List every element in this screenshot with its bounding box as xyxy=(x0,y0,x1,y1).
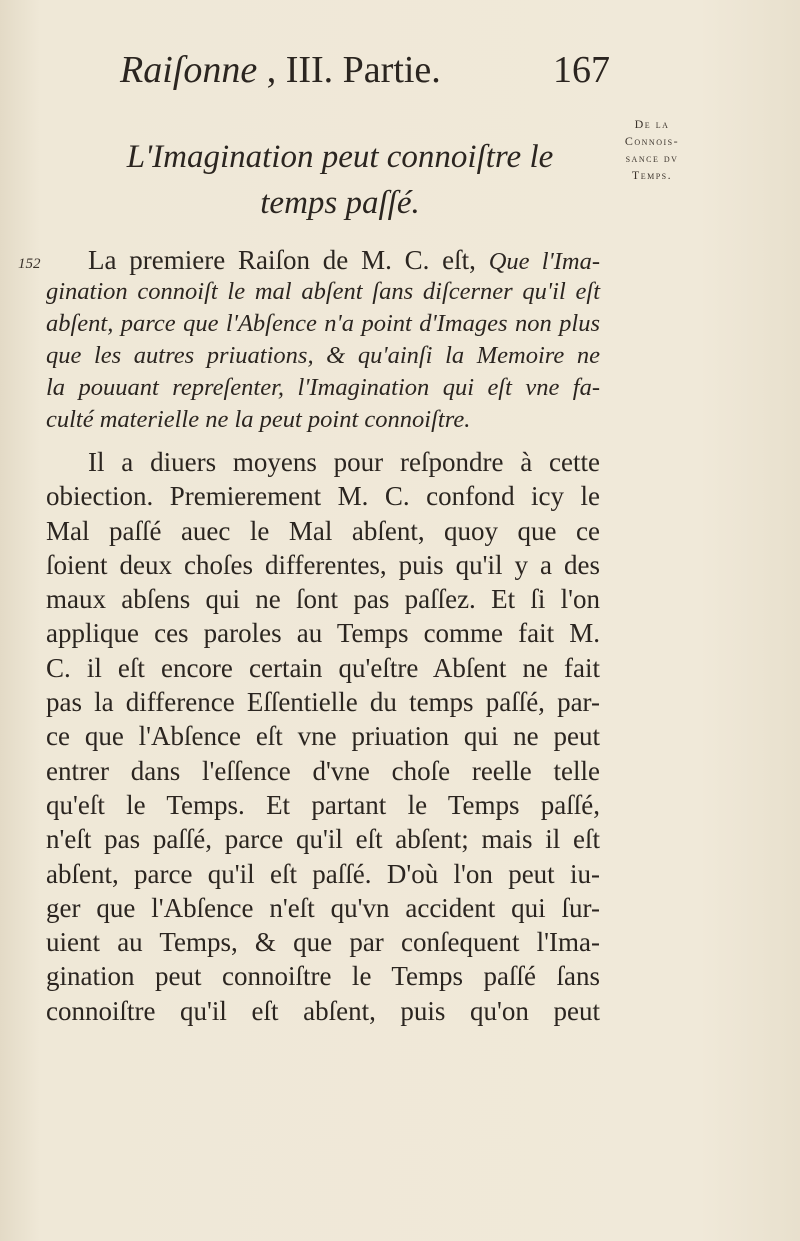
margin-note-line: sance dv xyxy=(625,151,679,165)
page-number: 167 xyxy=(553,49,610,91)
paragraph-line: uient au Temps, & que par conſequent l'Ima- xyxy=(46,927,600,958)
paragraph-objection xyxy=(46,244,600,436)
running-title-rest: , III. Partie. xyxy=(266,49,441,91)
paragraph-line: abſent, parce que l'Abſence n'a point d'Images non plus xyxy=(46,310,600,337)
paragraph-line: ce que l'Abſence eſt vne priuation qui ne peut xyxy=(46,721,600,752)
paragraph-line: ſoient deux choſes differentes, puis qu'il y a des xyxy=(46,549,600,580)
paragraph-line: applique ces paroles au Temps comme fait M. xyxy=(46,618,600,649)
margin-note-line: Temps. xyxy=(631,168,673,182)
heading-line: temps paſſé. xyxy=(260,185,420,221)
paragraph-line: la pouuant repreſenter, l'Imagination qui eſt vne fa- xyxy=(46,374,600,401)
paragraph-line: n'eſt pas paſſé, parce qu'il eſt abſent; mais il eſt xyxy=(46,824,600,855)
running-title-italic: Raiſonne xyxy=(120,49,258,91)
paragraph-line: maux abſens qui ne ſont pas paſſez. Et ſi l'on xyxy=(46,584,600,615)
running-header xyxy=(110,48,610,98)
margin-note-line: Connois- xyxy=(624,134,680,148)
margin-note-right xyxy=(607,116,697,184)
paragraph-line: qu'eſt le Temps. Et partant le Temps paſſé, xyxy=(46,789,600,820)
paragraph-line: gination connoiſt le mal abſent ſans diſcerner qu'il eſt xyxy=(46,278,600,305)
objection-quote-start: Que l'Ima- xyxy=(488,248,600,275)
margin-note-left: 152 xyxy=(18,256,41,272)
section-heading xyxy=(90,134,590,226)
paragraph-line: ger que l'Abſence n'eſt qu'vn accident qui ſur- xyxy=(46,892,600,923)
running-title xyxy=(120,48,441,92)
paragraph-line: entrer dans l'eſſence d'vne choſe reelle telle xyxy=(46,755,600,786)
paragraph-line: C. il eſt encore certain qu'eſtre Abſent ne fait xyxy=(46,652,600,683)
heading-line: L'Imagination peut connoiſtre le xyxy=(126,139,554,175)
paragraph-line: que les autres priuations, & qu'ainſi la Memoire ne xyxy=(46,342,600,369)
paragraph-line: gination peut connoiſtre le Temps paſſé ſans xyxy=(46,961,600,992)
paragraph-line: abſent, parce qu'il eſt paſſé. D'où l'on peut iu- xyxy=(46,858,600,889)
paragraph-line: culté materielle ne la peut point connoiſtre. xyxy=(46,406,471,433)
paragraph-line: obiection. Premierement M. C. confond icy le xyxy=(46,481,600,512)
paragraph-line: connoiſtre qu'il eſt abſent, puis qu'on peut xyxy=(46,995,600,1026)
margin-note-line: De la xyxy=(634,117,670,131)
paragraph-line: pas la difference Eſſentielle du temps paſſé, par- xyxy=(46,687,600,718)
paragraph-line xyxy=(46,244,600,276)
paragraph-line: Il a diuers moyens pour reſpondre à cette xyxy=(88,447,600,477)
objection-lead: La premiere Raiſon de M. C. eſt, xyxy=(88,245,489,275)
paragraph-line: Mal paſſé auec le Mal abſent, quoy que ce xyxy=(46,515,600,546)
paragraph-response xyxy=(46,445,600,1028)
